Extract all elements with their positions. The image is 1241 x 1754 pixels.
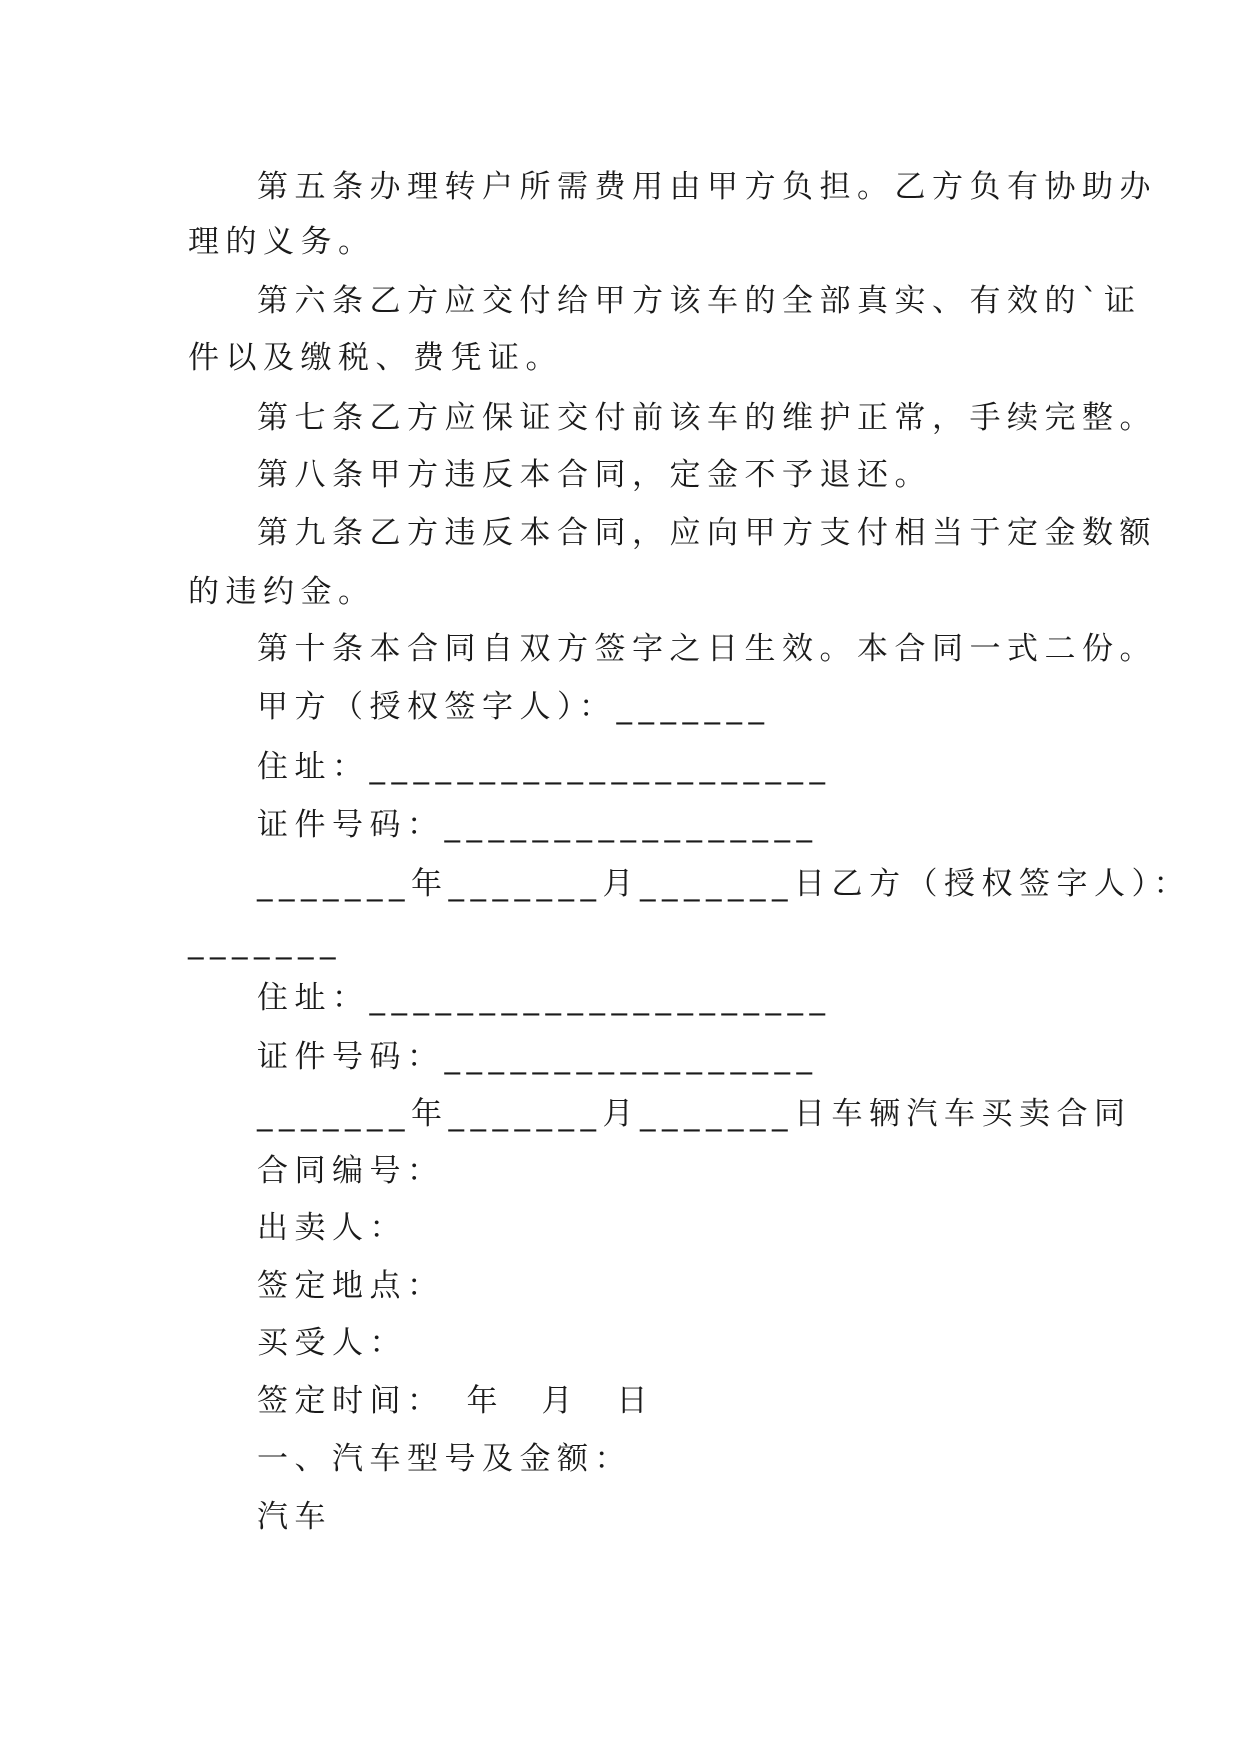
party-b-address: 住址：_____________________ xyxy=(257,980,832,1016)
seller-label: 出卖人： xyxy=(257,1210,407,1246)
contract-number-label: 合同编号： xyxy=(257,1153,445,1189)
article-5-line-2: 理的义务。 xyxy=(188,224,376,260)
article-8-line: 第八条甲方违反本合同，定金不予退还。 xyxy=(257,457,932,493)
article-6-line-2: 件以及缴税、费凭证。 xyxy=(188,340,563,376)
article-9-line-1: 第九条乙方违反本合同，应向甲方支付相当于定金数额 xyxy=(257,515,1157,551)
section-1-heading: 一、汽车型号及金额： xyxy=(257,1441,632,1477)
buyer-label: 买受人： xyxy=(257,1325,407,1361)
date-and-contract-title: _______年_______月_______日车辆汽车买卖合同 xyxy=(257,1096,1132,1132)
party-a-date-party-b-signatory: _______年_______月_______日乙方（授权签字人）： xyxy=(257,866,1191,902)
article-7-line: 第七条乙方应保证交付前该车的维护正常，手续完整。 xyxy=(257,400,1157,436)
article-10-line: 第十条本合同自双方签字之日生效。本合同一式二份。 xyxy=(257,631,1157,667)
party-b-id-number: 证件号码：_________________ xyxy=(257,1039,819,1075)
article-9-line-2: 的违约金。 xyxy=(188,574,376,610)
party-a-id-number: 证件号码：_________________ xyxy=(257,807,819,843)
article-6-line-1: 第六条乙方应交付给甲方该车的全部真实、有效的`证 xyxy=(257,283,1142,319)
article-5-line-1: 第五条办理转户所需费用由甲方负担。乙方负有协助办 xyxy=(257,169,1157,205)
signing-date-label: 签定时间： 年 月 日 xyxy=(257,1383,654,1419)
party-a-address: 住址：_____________________ xyxy=(257,749,832,785)
car-label: 汽车 xyxy=(257,1499,332,1535)
party-a-signatory: 甲方（授权签字人）：_______ xyxy=(257,689,771,725)
signing-place-label: 签定地点： xyxy=(257,1268,445,1304)
party-b-signatory-blank: _______ xyxy=(188,924,342,960)
